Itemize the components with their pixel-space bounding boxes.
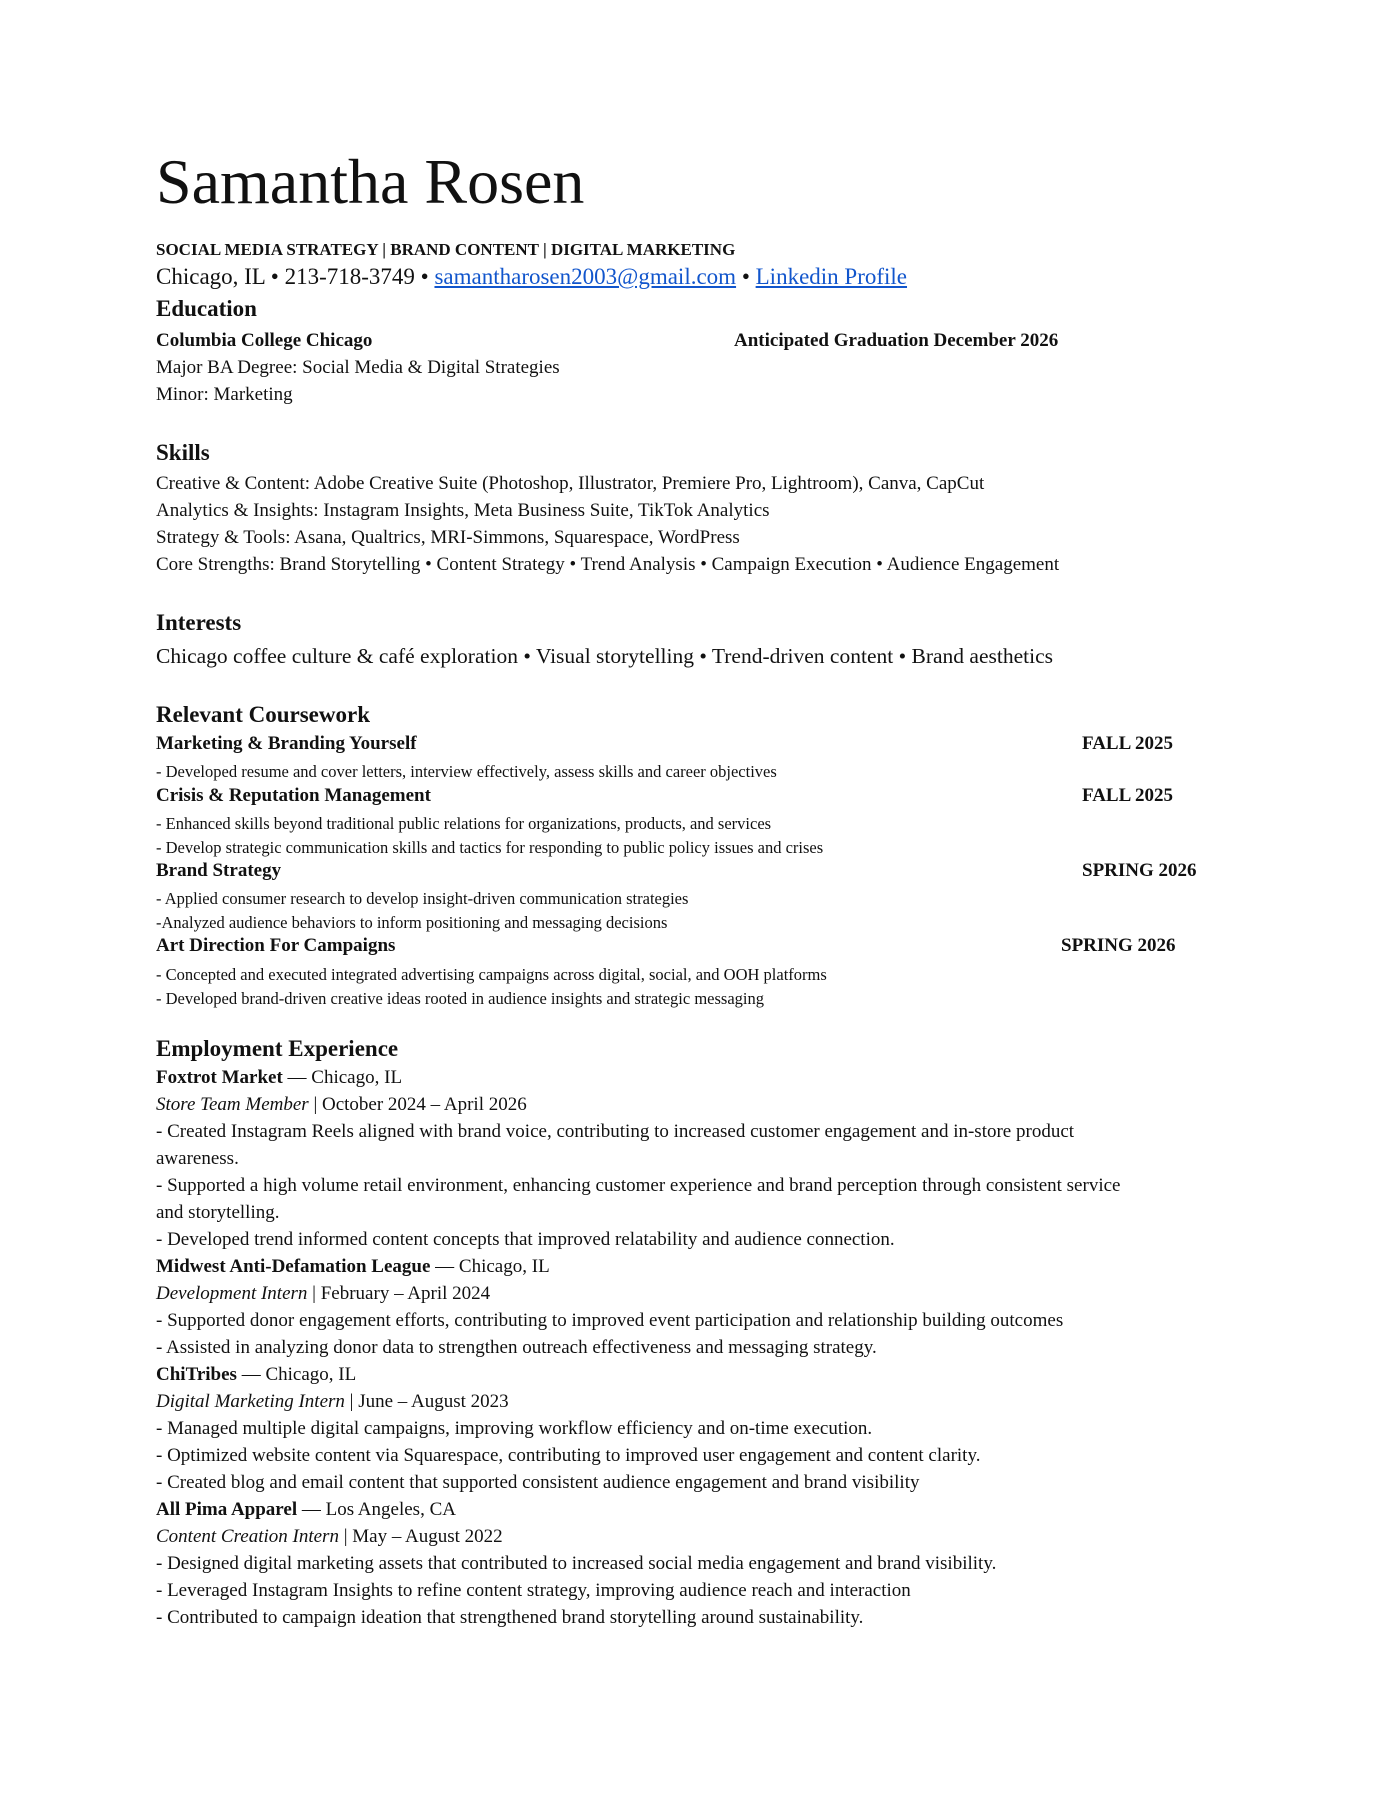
course-bullet: - Applied consumer research to develop insight-driven communication strategies — [156, 889, 689, 908]
course-title: Crisis & Reputation Management — [156, 785, 431, 806]
contact-line — [156, 264, 907, 290]
job-location: — Chicago, IL — [430, 1256, 550, 1277]
email-link[interactable]: samantharosen2003@gmail.com — [434, 264, 737, 289]
job-role: Store Team Member — [156, 1094, 309, 1115]
skill-line: Strategy & Tools: Asana, Qualtrics, MRI-Simmons, Squarespace, WordPress — [156, 527, 740, 548]
course-title: Art Direction For Campaigns — [156, 935, 396, 956]
education-heading: Education — [156, 296, 257, 321]
job-bullet: - Created Instagram Reels aligned with brand voice, contributing to increased customer engagement and in-store product — [156, 1121, 1075, 1142]
job-location: — Chicago, IL — [236, 1364, 357, 1385]
job-bullet: - Leveraged Instagram Insights to refine content strategy, improving audience reach and interaction — [156, 1580, 911, 1601]
job-bullet: - Created blog and email content that supported consistent audience engagement and brand visibility — [156, 1472, 920, 1493]
job-role-line — [156, 1391, 509, 1413]
skill-line: Core Strengths: Brand Storytelling • Content Strategy • Trend Analysis • Campaign Execution • Audience Engagement — [156, 554, 1060, 575]
course-bullet: - Developed resume and cover letters, interview effectively, assess skills and career objectives — [156, 762, 777, 781]
school-name: Columbia College Chicago — [156, 330, 373, 351]
company-name: Midwest Anti-Defamation League — [156, 1256, 431, 1277]
job-header — [156, 1067, 402, 1089]
job-role-line — [156, 1283, 490, 1305]
job-role-line — [156, 1094, 527, 1116]
employment-heading: Employment Experience — [156, 1036, 399, 1061]
job-dates: | February – April 2024 — [307, 1283, 491, 1304]
course-term: FALL 2025 — [1082, 733, 1173, 754]
separator: • — [265, 264, 285, 289]
candidate-name: Samantha Rosen — [156, 146, 585, 217]
job-header — [156, 1499, 456, 1521]
course-title: Marketing & Branding Yourself — [156, 733, 417, 754]
skills-heading: Skills — [156, 440, 210, 465]
job-header — [156, 1256, 550, 1278]
job-location: — Chicago, IL — [282, 1067, 403, 1088]
job-bullet: awareness. — [156, 1148, 239, 1169]
course-term: SPRING 2026 — [1061, 935, 1176, 956]
job-bullet: - Supported donor engagement efforts, contributing to improved event participation and relationship building outcomes — [156, 1310, 1064, 1331]
linkedin-link[interactable]: Linkedin Profile — [755, 264, 908, 289]
job-role-line — [156, 1526, 503, 1548]
course-bullet: - Developed brand-driven creative ideas rooted in audience insights and strategic messaging — [156, 989, 764, 1008]
job-bullet: - Assisted in analyzing donor data to strengthen outreach effectiveness and messaging strategy. — [156, 1337, 877, 1358]
interests-heading: Interests — [156, 610, 242, 635]
company-name: All Pima Apparel — [156, 1499, 298, 1520]
minor: Minor: Marketing — [156, 384, 293, 405]
job-dates: | May – August 2022 — [338, 1526, 503, 1547]
graduation-date: Anticipated Graduation December 2026 — [734, 330, 1059, 351]
job-bullet: - Developed trend informed content concepts that improved relatability and audience connection. — [156, 1229, 895, 1250]
course-bullet: -Analyzed audience behaviors to inform positioning and messaging decisions — [156, 913, 668, 932]
separator: • — [414, 264, 435, 289]
course-bullet: - Develop strategic communication skills and tactics for responding to public policy issues and crises — [156, 838, 824, 857]
company-name: Foxtrot Market — [156, 1067, 283, 1088]
job-role: Content Creation Intern — [156, 1526, 339, 1547]
job-dates: | October 2024 – April 2026 — [308, 1094, 527, 1115]
course-bullet: - Enhanced skills beyond traditional public relations for organizations, products, and services — [156, 814, 772, 833]
interests-text: Chicago coffee culture & café exploration • Visual storytelling • Trend-driven content • Brand aesthetics — [156, 644, 1053, 668]
skill-line: Creative & Content: Adobe Creative Suite (Photoshop, Illustrator, Premiere Pro, Lightroom), Canva, CapCut — [156, 473, 985, 494]
job-bullet: and storytelling. — [156, 1202, 280, 1223]
company-name: ChiTribes — [156, 1364, 237, 1385]
course-title: Brand Strategy — [156, 860, 282, 881]
course-term: FALL 2025 — [1082, 785, 1173, 806]
job-bullet: - Designed digital marketing assets that contributed to increased social media engagement and brand visibility. — [156, 1553, 997, 1574]
job-bullet: - Supported a high volume retail environment, enhancing customer experience and brand perception through consistent service — [156, 1175, 1121, 1196]
job-bullet: - Optimized website content via Squarespace, contributing to improved user engagement and content clarity. — [156, 1445, 981, 1466]
course-term: SPRING 2026 — [1082, 860, 1197, 881]
job-bullet: - Contributed to campaign ideation that strengthened brand storytelling around sustainability. — [156, 1607, 864, 1628]
job-role: Digital Marketing Intern — [156, 1391, 345, 1412]
job-bullet: - Managed multiple digital campaigns, improving workflow efficiency and on-time execution. — [156, 1418, 873, 1439]
major: Major BA Degree: Social Media & Digital Strategies — [156, 357, 560, 378]
separator: • — [736, 264, 756, 289]
skill-line: Analytics & Insights: Instagram Insights, Meta Business Suite, TikTok Analytics — [156, 500, 770, 521]
job-dates: | June – August 2023 — [344, 1391, 509, 1412]
job-role: Development Intern — [156, 1283, 308, 1304]
job-header — [156, 1364, 356, 1386]
phone: 213-718-3749 — [284, 264, 415, 289]
course-bullet: - Concepted and executed integrated advertising campaigns across digital, social, and OOH platforms — [156, 965, 827, 984]
job-location: — Los Angeles, CA — [297, 1499, 456, 1520]
location: Chicago, IL — [156, 264, 266, 289]
coursework-heading: Relevant Coursework — [156, 702, 370, 727]
tagline: SOCIAL MEDIA STRATEGY | BRAND CONTENT | DIGITAL MARKETING — [156, 240, 736, 259]
